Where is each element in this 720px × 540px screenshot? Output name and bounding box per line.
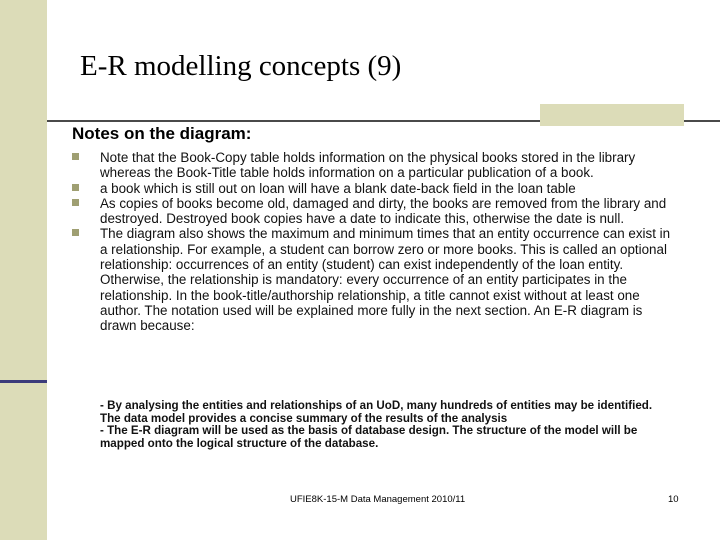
bullet-list [72,150,672,334]
bullet-item [72,150,672,181]
left-decorative-bar [0,0,47,540]
square-bullet-icon [72,199,79,206]
divider-accent-box [540,104,684,126]
notes-heading: Notes on the diagram: [72,124,252,143]
bullet-text: a book which is still out on loan will have a blank date-back field in the loan table [100,180,576,196]
left-bar-accent-line [0,380,47,383]
bullet-text: The diagram also shows the maximum and minimum times that an entity occurrence can exist in a relationship. For example, a student can borrow zero or more books. This is called an optional relationship: occurrences of an entity (student) can exist independently of the loan entity. Otherwise, the relationship is mandatory: every occurrence of an entity participates in the relationship. In the book-title/authorship relationship, a title cannot exist without at least one author. The notation used will be explained more fully in the next section. An E-R diagram is drawn because: [100,226,671,334]
sub-point: - By analysing the entities and relationships of an UoD, many hundreds of entities may be identified. The data model provides a concise summary of the results of the analysis [100,399,653,425]
page-number: 10 [668,494,679,505]
bullet-text: As copies of books become old, damaged and dirty, the books are removed from the library and destroyed. Destroyed book copies have a date to indicate this, otherwise the date is null. [100,195,667,227]
sub-points [100,400,670,450]
square-bullet-icon [72,153,79,160]
square-bullet-icon [72,229,79,236]
slide-title: E-R modelling concepts (9) [80,50,402,82]
sub-point: - The E-R diagram will be used as the basis of database design. The structure of the model will be mapped onto the logical structure of the database. [100,424,638,450]
slide-footer: UFIE8K-15-M Data Management 2010/11 [290,494,466,505]
square-bullet-icon [72,184,79,191]
bullet-item [72,226,672,333]
bullet-item [72,196,672,227]
bullet-text: Note that the Book-Copy table holds information on the physical books stored in the library whereas the Book-Title table holds information on a particular publication of a book. [100,150,636,181]
bullet-item [72,181,672,196]
